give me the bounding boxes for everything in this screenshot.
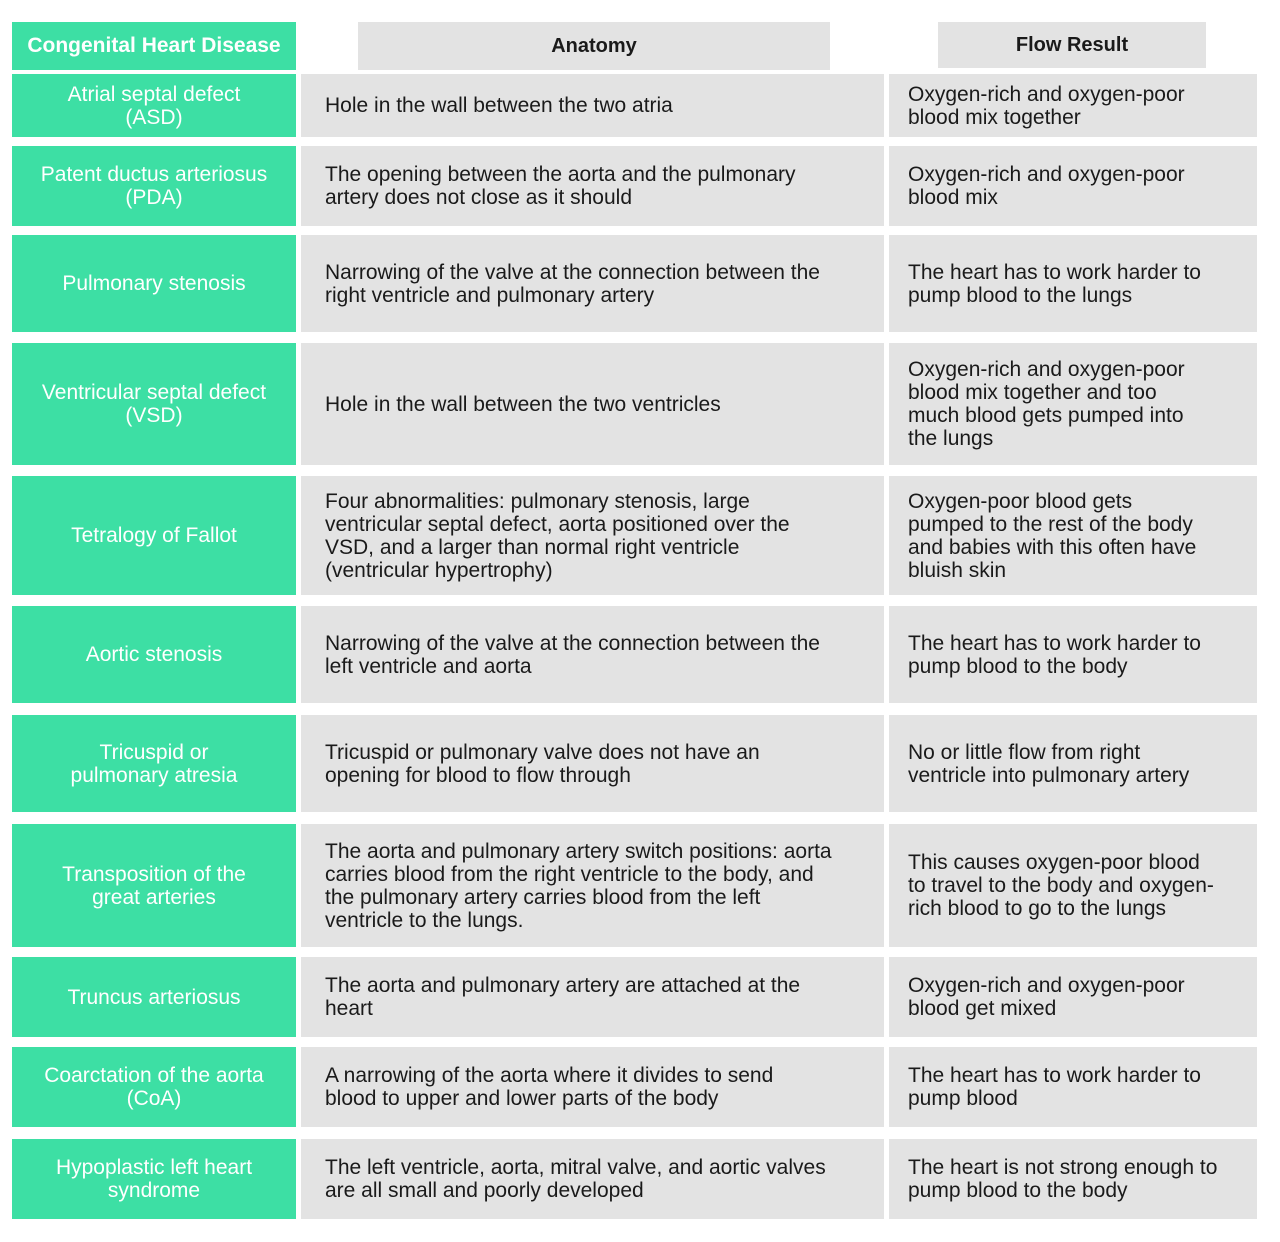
row-2-disease-cell: Patent ductus arteriosus (PDA) — [12, 146, 296, 226]
row-8-flow-cell: This causes oxygen-poor blood to travel to the body and oxygen- rich blood to go to the lungs — [889, 824, 1257, 947]
row-9-disease-cell: Truncus arteriosus — [12, 957, 296, 1037]
row-8-disease-cell: Transposition of the great arteries — [12, 824, 296, 947]
row-3-disease-cell: Pulmonary stenosis — [12, 235, 296, 332]
row-11-flow-cell: The heart is not strong enough to pump blood to the body — [889, 1139, 1257, 1219]
row-11-anatomy-cell: The left ventricle, aorta, mitral valve, and aortic valves are all small and poorly developed — [301, 1139, 884, 1219]
row-4-flow-cell: Oxygen-rich and oxygen-poor blood mix together and too much blood gets pumped into the lungs — [889, 343, 1257, 465]
row-3-anatomy-cell: Narrowing of the valve at the connection between the right ventricle and pulmonary artery — [301, 235, 884, 332]
row-11-disease-cell: Hypoplastic left heart syndrome — [12, 1139, 296, 1219]
row-6-anatomy-cell: Narrowing of the valve at the connection between the left ventricle and aorta — [301, 606, 884, 703]
row-2-anatomy-cell: The opening between the aorta and the pulmonary artery does not close as it should — [301, 146, 884, 226]
row-5-anatomy-cell: Four abnormalities: pulmonary stenosis, large ventricular septal defect, aorta positioned over the VSD, and a larger than normal right ventricle (ventricular hypertrophy) — [301, 476, 884, 595]
row-7-anatomy-cell: Tricuspid or pulmonary valve does not have an opening for blood to flow through — [301, 715, 884, 812]
row-8-anatomy-cell: The aorta and pulmonary artery switch positions: aorta carries blood from the right ventricle to the body, and the pulmonary artery carries blood from the left ventricle to the lungs. — [301, 824, 884, 947]
row-7-flow-cell: No or little flow from right ventricle into pulmonary artery — [889, 715, 1257, 812]
row-2-flow-cell: Oxygen-rich and oxygen-poor blood mix — [889, 146, 1257, 226]
header-congenital-heart-disease: Congenital Heart Disease — [12, 22, 296, 70]
row-4-disease-cell: Ventricular septal defect (VSD) — [12, 343, 296, 465]
row-5-flow-cell: Oxygen-poor blood gets pumped to the rest of the body and babies with this often have bluish skin — [889, 476, 1257, 595]
row-6-disease-cell: Aortic stenosis — [12, 606, 296, 703]
row-9-anatomy-cell: The aorta and pulmonary artery are attached at the heart — [301, 957, 884, 1037]
row-3-flow-cell: The heart has to work harder to pump blood to the lungs — [889, 235, 1257, 332]
row-4-anatomy-cell: Hole in the wall between the two ventricles — [301, 343, 884, 465]
row-10-disease-cell: Coarctation of the aorta (CoA) — [12, 1047, 296, 1127]
row-1-flow-cell: Oxygen-rich and oxygen-poor blood mix together — [889, 74, 1257, 137]
header-anatomy: Anatomy — [358, 22, 830, 70]
row-1-disease-cell: Atrial septal defect (ASD) — [12, 74, 296, 137]
row-1-anatomy-cell: Hole in the wall between the two atria — [301, 74, 884, 137]
row-6-flow-cell: The heart has to work harder to pump blood to the body — [889, 606, 1257, 703]
row-7-disease-cell: Tricuspid or pulmonary atresia — [12, 715, 296, 812]
row-10-anatomy-cell: A narrowing of the aorta where it divides to send blood to upper and lower parts of the body — [301, 1047, 884, 1127]
row-5-disease-cell: Tetralogy of Fallot — [12, 476, 296, 595]
row-10-flow-cell: The heart has to work harder to pump blood — [889, 1047, 1257, 1127]
row-9-flow-cell: Oxygen-rich and oxygen-poor blood get mixed — [889, 957, 1257, 1037]
header-flow-result: Flow Result — [938, 22, 1206, 68]
